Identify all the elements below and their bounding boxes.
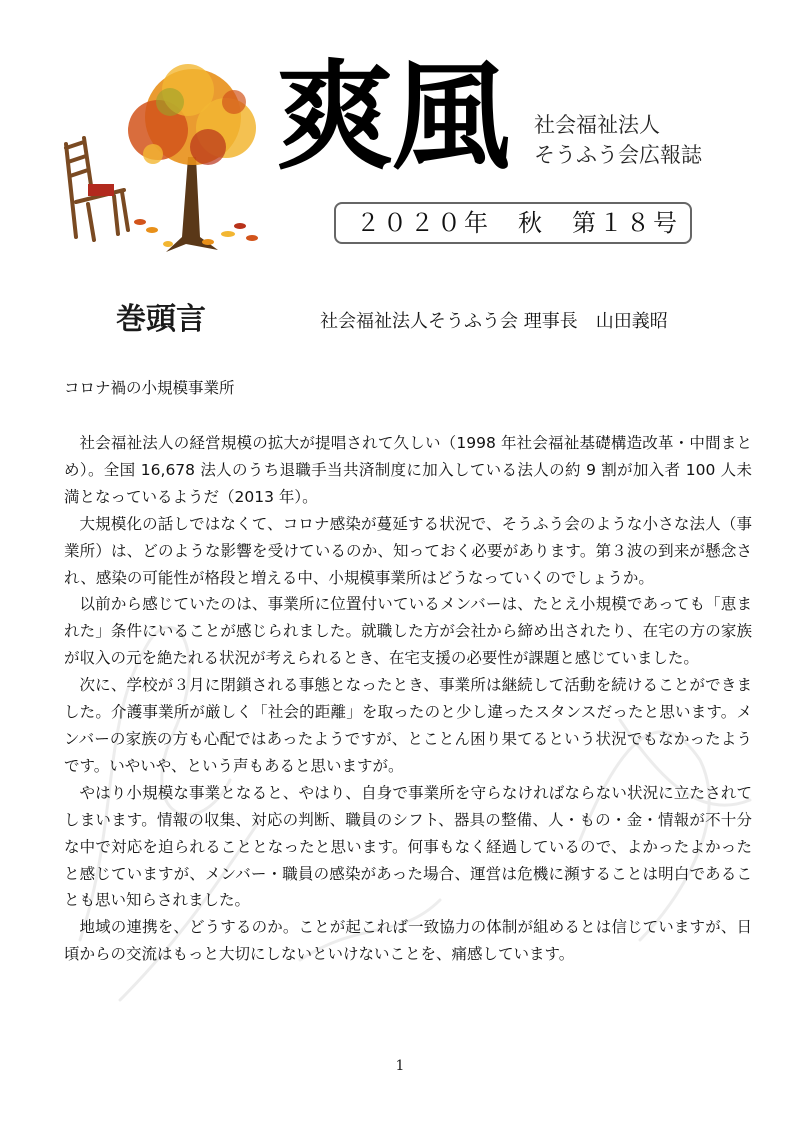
masthead-title: 爽風 — [276, 47, 509, 186]
paragraph: 以前から感じていたのは、事業所に位置付いているメンバーは、たとえ小規模であっても「恵まれた」条件にいることが感じられました。就職した方が会社から締め出されたり、在宅の方の家族が収入の元を絶たれる状況が考えられるとき、在宅支援の必要性が課題と感じていました。 — [64, 595, 752, 668]
paragraph: 大規模化の話しではなくて、コロナ感染が蔓延する状況で、そうふう会のような小さな法人（事業所）は、どのような影響を受けているのか、知っておく必要があります。第３波の到来が懸念され、感染の可能性が格段と増える中、小規模事業所はどうなっていくのでしょうか。 — [64, 514, 752, 587]
paragraph: やはり小規模な事業となると、やはり、自身で事業所を守らなければならない状況に立たされてしまいます。情報の収集、対応の判断、職員のシフト、器具の整備、人・もの・金・情報が不十分な中で対応を迫られることとなったと思います。何事もなく経過しているので、よかったよかったと感じていますが、メンバー・職員の感染があった場合、運営は危機に瀕することは明白であることも思い知らされました。 — [64, 783, 752, 910]
foreword-title: 巻頭言 — [116, 302, 206, 337]
foreword-body — [64, 430, 752, 968]
organization-line-1: 社会福祉法人 — [534, 113, 660, 137]
page-number: 1 — [395, 1058, 405, 1074]
autumn-tree-icon — [128, 64, 256, 165]
paragraph: 社会福祉法人の経営規模の拡大が提唱されて久しい（1998 年社会福祉基礎構造改革・中間まとめ）。全国 16,678 法人のうち退職手当共済制度に加入している法人の約 9 割が加入者 100 人未満となっているようだ（2013 年）。 — [64, 434, 752, 506]
autumn-tree-illustration — [58, 62, 268, 262]
paragraph: 地域の連携を、どうするのか。ことが起これば一致協力の体制が組めるとは信じていますが、日頃からの交流はもっと大切にしないといけないことを、痛感しています。 — [64, 918, 752, 964]
author-line: 社会福祉法人そうふう会 理事長 山田義昭 — [320, 311, 668, 332]
issue-label: ２０２０年 秋 第１８号 — [334, 202, 692, 244]
organization-line-2: そうふう会広報誌 — [534, 143, 702, 167]
article-subtitle: コロナ禍の小規模事業所 — [64, 379, 235, 397]
book-icon — [88, 184, 114, 196]
paragraph: 次に、学校が３月に閉鎖される事態となったとき、事業所は継続して活動を続けることができました。介護事業所が厳しく「社会的距離」を取ったのと少し違ったスタンスだったと思います。メンバーの家族の方も心配ではあったようですが、とことん困り果てるという状況でもなかったようです。いやいや、という声もあると思いますが。 — [64, 676, 752, 775]
organization-name — [534, 110, 702, 170]
tree-trunk-icon — [166, 157, 218, 252]
